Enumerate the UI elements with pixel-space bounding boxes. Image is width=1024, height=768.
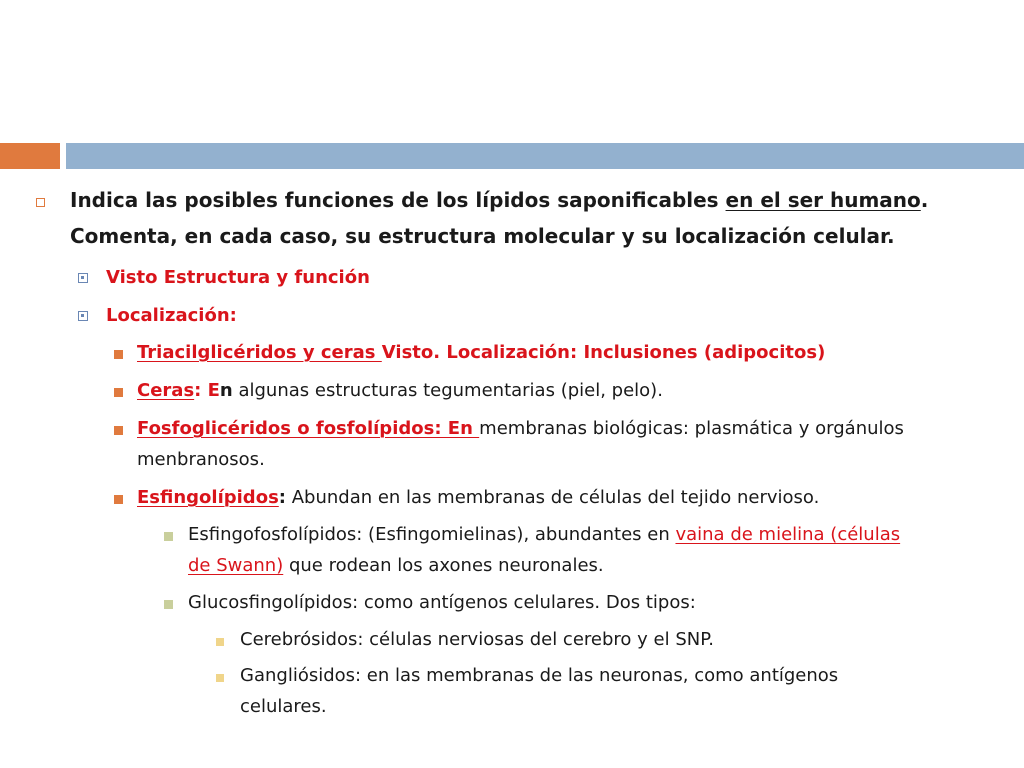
text-fosfogliceridos: membranas biológicas: plasmática y orgánulos [479, 418, 904, 439]
term-triacilgliceridos: Triacilglicéridos y ceras [137, 342, 382, 363]
item-ceras [137, 380, 663, 401]
text-esfingolipidos: Abundan en las membranas de células del tejido nervioso. [285, 487, 820, 508]
ceras-n: n [219, 380, 233, 401]
term-ceras: Ceras [137, 380, 195, 401]
accent-bar-left [0, 143, 60, 169]
bullet-square-icon [114, 495, 123, 504]
bullet-square-icon [216, 638, 224, 646]
esfingo-colon: : [278, 487, 286, 508]
accent-bar-right [66, 143, 1024, 169]
bullet-square-icon [78, 273, 88, 283]
bullet-square-icon [114, 426, 123, 435]
bullet-square-icon [36, 198, 45, 207]
item-fosfogliceridos-line-2: menbranosos. [137, 449, 265, 470]
bullet-square-icon [78, 311, 88, 321]
bullet-square-icon [164, 532, 173, 541]
item-glucosfingolipidos: Glucosfingolípidos: como antígenos celulares. Dos tipos: [188, 592, 696, 613]
question-text: Indica las posibles funciones de los lípidos saponificables [70, 188, 726, 212]
item-esfingofosfolipidos-line-2 [188, 555, 604, 576]
text-ceras: algunas estructuras tegumentarias (piel, pelo). [232, 380, 663, 401]
item-cerebrosidos: Cerebrósidos: células nerviosas del cerebro y el SNP. [240, 629, 714, 650]
bullet-square-icon [114, 388, 123, 397]
bullet-square-icon [164, 600, 173, 609]
term-fosfogliceridos: Fosfoglicéridos o fosfolípidos: En [137, 418, 480, 439]
item-gangliosidos-line-2: celulares. [240, 696, 327, 717]
question-period: . [920, 188, 929, 212]
term-esfingolipidos: Esfingolípidos [137, 487, 279, 508]
text-esfingofosfolipidos: Esfingofosfolípidos: (Esfingomielinas), abundantes en [188, 524, 676, 545]
item-esfingolipidos [137, 487, 819, 508]
item-gangliosidos: Gangliósidos: en las membranas de las neuronas, como antígenos [240, 665, 839, 686]
question-line-1 [70, 188, 928, 212]
bullet-square-icon [114, 350, 123, 359]
item-esfingofosfolipidos [188, 524, 900, 545]
term-swann: de Swann) [188, 555, 284, 576]
text-axones: que rodean los axones neuronales. [283, 555, 604, 576]
question-underlined: en el ser humano [725, 188, 921, 212]
term-vaina-mielina: vaina de mielina (células [675, 524, 901, 545]
sub-item-localizacion: Localización: [106, 305, 237, 326]
ceras-colon: : E [194, 380, 220, 401]
question-line-2: Comenta, en cada caso, su estructura molecular y su localización celular. [70, 224, 895, 248]
item-triacilgliceridos [137, 342, 825, 363]
text-triacilgliceridos: Visto. Localización: Inclusiones (adipocitos) [381, 342, 826, 363]
bullet-square-icon [216, 674, 224, 682]
sub-item-estructura: Visto Estructura y función [106, 267, 370, 288]
item-fosfogliceridos [137, 418, 904, 439]
